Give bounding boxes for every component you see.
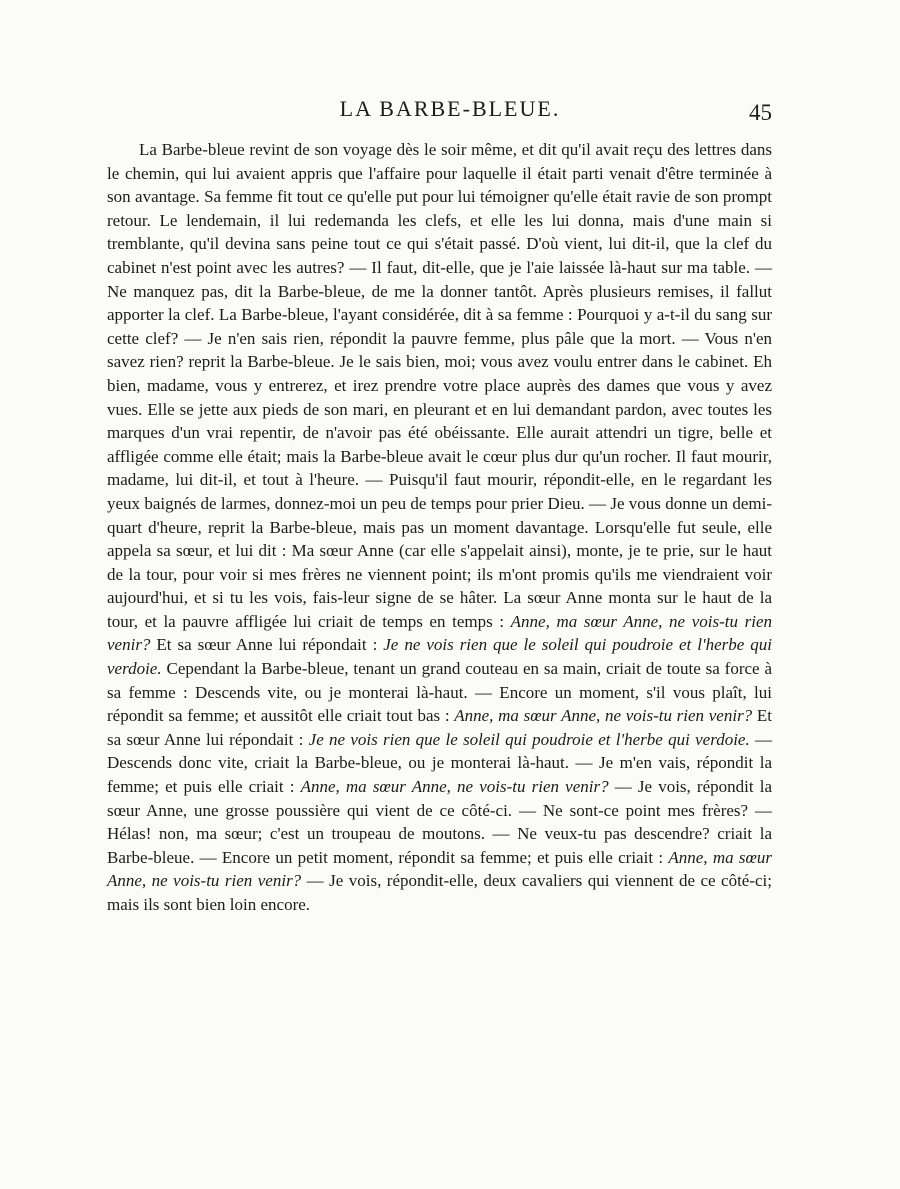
italic-refrain: Je ne vois rien que le soleil qui poudroie et l'herbe qui verdoie. (308, 729, 750, 749)
italic-refrain: Je ne vois rien que le soleil qui poudroie et l'herbe qui verdoie. (107, 635, 772, 679)
running-title: LA BARBE-BLEUE. (339, 96, 561, 121)
italic-refrain: Anne, ma sœur Anne, ne vois-tu rien venir? (107, 847, 773, 891)
text-run: Cependant la Barbe-bleue, tenant un grand couteau en sa main, criait de toute sa force à sa femme : Descends vite, ou je monterai là-haut. — Encore un moment, s'il vous plaît, lui répondit sa femme; et aussitôt elle criait tout bas : (107, 659, 772, 726)
italic-refrain: Anne, ma sœur Anne, ne vois-tu rien venir? (107, 611, 772, 655)
italic-refrain: Anne, ma sœur Anne, ne vois-tu rien venir? (454, 706, 753, 726)
text-run: Et sa sœur Anne lui répondait : (150, 635, 384, 655)
text-run: Et sa sœur Anne lui répondait : (107, 706, 772, 749)
text-run: — Descends donc vite, criait la Barbe-bleue, ou je monterai là-haut. — Je m'en vais, répondit la femme; et puis elle criait : (107, 729, 772, 797)
body-paragraph (107, 138, 772, 917)
text-run: — Je vois, répondit-elle, deux cavaliers qui viennent de ce côté-ci; mais ils sont bien loin encore. (107, 871, 772, 914)
text-run: — Je vois, répondit la sœur Anne, une grosse poussière qui vient de ce côté-ci. — Ne sont-ce point mes frères? — Hélas! non, ma sœur; c'est un troupeau de moutons. — Ne veux-tu pas descendre? criait la Barbe-bleue. — Encore un petit moment, répondit sa femme; et puis elle criait : (107, 777, 772, 867)
page-header (0, 96, 900, 136)
page-number: 45 (749, 100, 772, 125)
italic-refrain: Anne, ma sœur Anne, ne vois-tu rien venir? (300, 777, 609, 797)
text-run: La Barbe-bleue revint de son voyage dès le soir même, et dit qu'il avait reçu des lettres dans le chemin, qui lui avaient appris que l'affaire pour laquelle il était parti venait d'être terminée à son avantage. Sa femme fit tout ce qu'elle put pour lui témoigner qu'elle était ravie de son prompt retour. Le lendemain, il lui redemanda les clefs, et elle les lui donna, mais d'une main si tremblante, qu'il devina sans peine tout ce qui s'était passé. D'où vient, lui dit-il, que la clef du cabinet n'est point avec les autres? — Il faut, dit-elle, que je l'aie laissée là-haut sur ma table. — Ne manquez pas, dit la Barbe-bleue, de me la donner tantôt. Après plusieurs remises, il fallut apporter la clef. La Barbe-bleue, l'ayant considérée, dit à sa femme : Pourquoi y a-t-il du sang sur cette clef? — Je n'en sais rien, répondit la pauvre femme, plus pâle que la mort. — Vous n'en savez rien? reprit la Barbe-bleue. Je le sais bien, moi; vous avez voulu entrer dans le cabinet. Eh bien, madame, vous y entrerez, et irez prendre votre place auprès des dames que vous y avez vues. Elle se jette aux pieds de son mari, en pleurant et en lui demandant pardon, avec toutes les marques d'un vrai repentir, de n'avoir pas été obéissante. Elle aurait attendri un tigre, belle et affligée comme elle était; mais la Barbe-bleue avait le cœur plus dur qu'un rocher. Il faut mourir, madame, lui dit-il, et tout à l'heure. — Puisqu'il faut mourir, répondit-elle, en le regardant les yeux baignés de larmes, donnez-moi un peu de temps pour prier Dieu. — Je vous donne un demi-quart d'heure, reprit la Barbe-bleue, mais pas un moment davantage. Lorsqu'elle fut seule, elle appela sa sœur, et lui dit : Ma sœur Anne (car elle s'appelait ainsi), monte, je te prie, sur le haut de la tour, pour voir si mes frères ne viennent point; ils m'ont promis qu'ils me viendraient voir aujourd'hui, et si tu les vois, fais-leur signe de se hâter. La sœur Anne monta sur le haut de la tour, et la pauvre affligée lui criait de temps en temps : (107, 140, 772, 631)
